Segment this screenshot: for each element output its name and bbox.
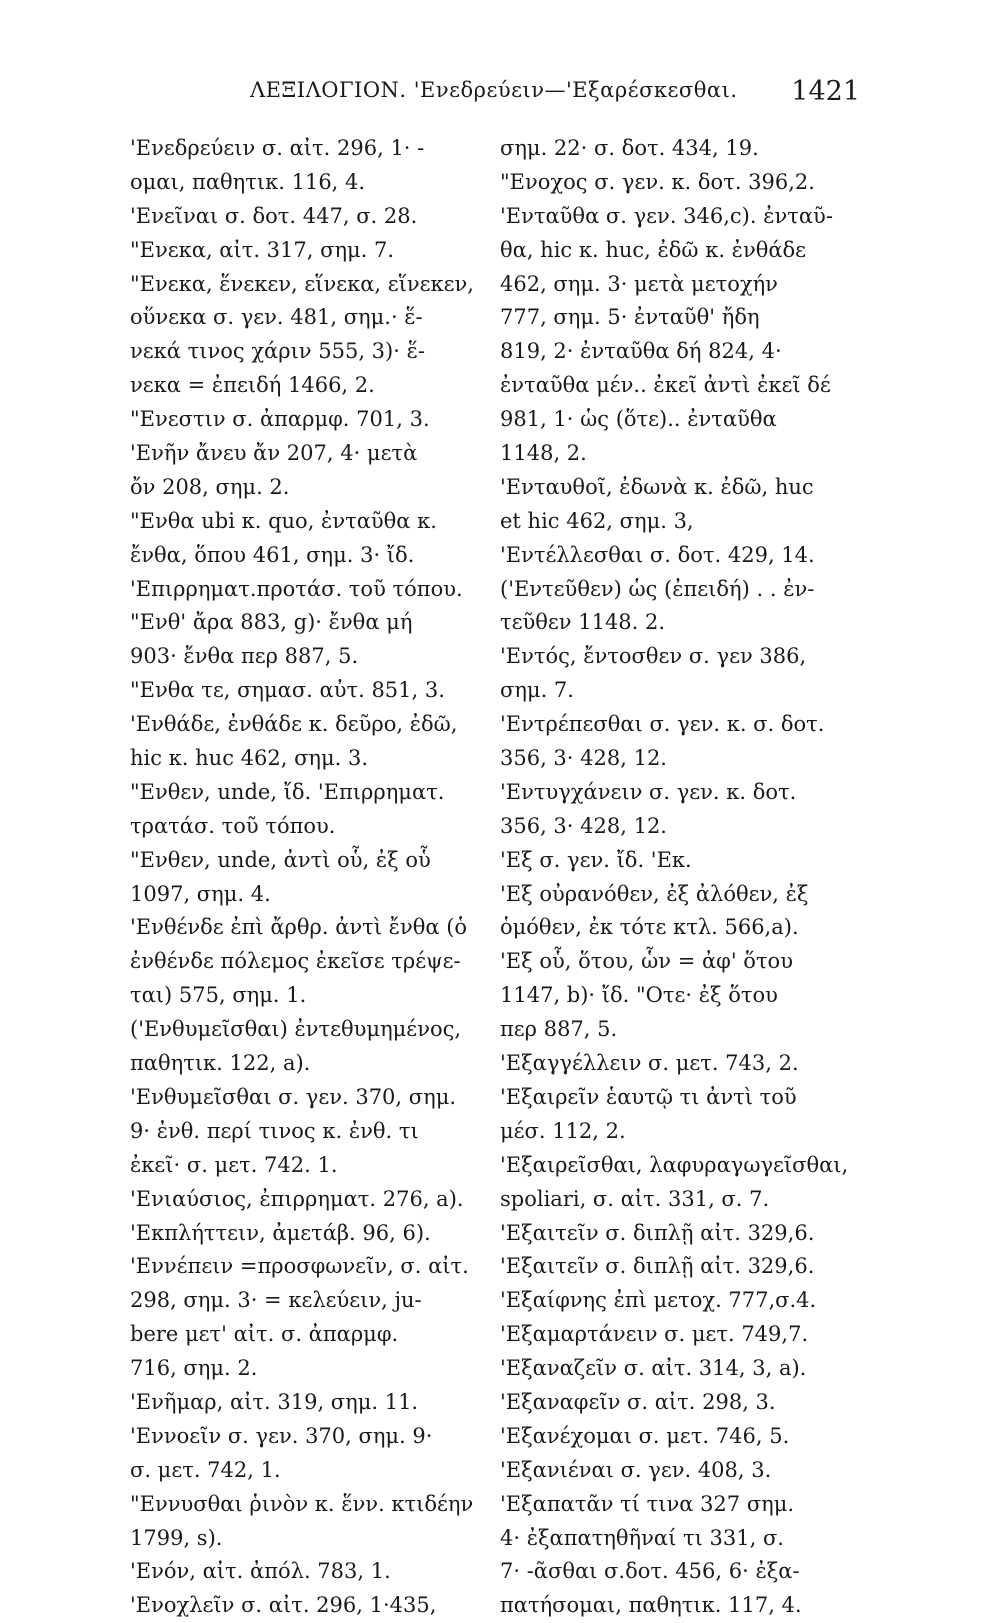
index-line: παθητικ. 122, a). <box>130 1051 311 1076</box>
index-line: 'Εντρέπεσθαι σ. γεν. κ. σ. δοτ. <box>500 712 825 737</box>
index-line: 819, 2· ἐνταῦθα δή 824, 4· <box>500 339 782 364</box>
index-line: ὄν 208, σημ. 2. <box>130 474 290 499</box>
index-line: 716, σημ. 2. <box>130 1356 258 1381</box>
index-line: et hic 462, σημ. 3, <box>500 508 694 533</box>
index-line: οὕνεκα σ. γεν. 481, σημ.· ἕ- <box>130 305 423 330</box>
index-line: 'Ενῆν ἄνευ ἄν 207, 4· μετὰ <box>130 441 418 466</box>
index-line: 356, 3· 428, 12. <box>500 813 667 838</box>
left-column <box>130 132 498 1623</box>
index-line: 903· ἔνθα περ 887, 5. <box>130 644 359 669</box>
index-line: "Ενθα ubi κ. quo, ἐνταῦθα κ. <box>130 508 437 533</box>
index-line: 'Εξαμαρτάνειν σ. μετ. 749,7. <box>500 1322 809 1347</box>
index-line: 'Ενεῖναι σ. δοτ. 447, σ. 28. <box>130 203 418 228</box>
index-line: ὁμόθεν, ἐκ τότε κτλ. 566,a). <box>500 915 799 940</box>
index-line: νεκά τινος χάριν 555, 3)· ἕ- <box>130 339 425 364</box>
index-line: ται) 575, σημ. 1. <box>130 983 307 1008</box>
index-line: 'Εξ οὐρανόθεν, ἐξ ἀλόθεν, ἐξ <box>500 881 809 906</box>
index-line: 'Εντυγχάνειν σ. γεν. κ. δοτ. <box>500 779 797 804</box>
index-line: 'Εξαναφεῖν σ. αἰτ. 298, 3. <box>500 1389 776 1414</box>
index-line: 'Εξαγγέλλειν σ. μετ. 743, 2. <box>500 1051 799 1076</box>
index-line: ('Ενθυμεῖσθαι) ἐντεθυμημένος, <box>130 1017 462 1042</box>
index-line: 4· ἐξαπατηθῆναί τι 331, σ. <box>500 1525 784 1550</box>
index-line: 'Εξαιτεῖν σ. διπλῇ αἰτ. 329,6. <box>500 1220 815 1245</box>
index-line: bere μετ' αἰτ. σ. ἀπαρμφ. <box>130 1322 399 1347</box>
index-line: 'Εξαιρεῖσθαι, λαφυραγωγεῖσθαι, <box>500 1152 849 1177</box>
index-line: 'Εκπλήττειν, ἀμετάβ. 96, 6). <box>130 1220 431 1245</box>
index-line: 356, 3· 428, 12. <box>500 746 667 771</box>
index-line: τρατάσ. τοῦ τόπου. <box>130 813 336 838</box>
index-line: ('Εντεῦθεν) ὡς (ἐπειδή) . . ἐν- <box>500 576 815 601</box>
index-line: 'Εξανιέναι σ. γεν. 408, 3. <box>500 1457 772 1482</box>
index-line: "Ενθα τε, σημασ. αὐτ. 851, 3. <box>130 678 445 703</box>
index-line: 'Εξ σ. γεν. ἴδ. 'Εκ. <box>500 847 692 872</box>
index-line: 'Ενθυμεῖσθαι σ. γεν. 370, σημ. <box>130 1084 457 1109</box>
index-line: 'Ενθένδε ἐπὶ ἄρθρ. ἀντὶ ἔνθα (ὁ <box>130 915 468 940</box>
index-line: "Ενθ' ἄρα 883, g)· ἔνθα μή <box>130 610 413 635</box>
index-line: 462, σημ. 3· μετὰ μετοχήν <box>500 271 778 296</box>
page-number: 1421 <box>791 76 860 107</box>
index-line: "Ενεστιν σ. ἀπαρμφ. 701, 3. <box>130 407 430 432</box>
index-line: "Ενεκα, ἕνεκεν, εἵνεκα, εἵνεκεν, <box>130 271 474 296</box>
index-line: 981, 1· ὡς (ὅτε).. ἐνταῦθα <box>500 407 777 432</box>
index-line: 'Εξαιρεῖν ἑαυτῷ τι ἀντὶ τοῦ <box>500 1084 797 1109</box>
index-line: περ 887, 5. <box>500 1017 618 1042</box>
index-line: 'Ενόν, αἰτ. ἀπόλ. 783, 1. <box>130 1559 391 1584</box>
index-line: "Ενθεν, unde, ἴδ. 'Επιρρηματ. <box>130 779 445 804</box>
index-line: 'Εξαιτεῖν σ. διπλῇ αἰτ. 329,6. <box>500 1254 815 1279</box>
index-line: θα, hic κ. huc, ἐδῶ κ. ἐνθάδε <box>500 237 807 262</box>
index-line: 'Εννέπειν =προσφωνεῖν, σ. αἰτ. <box>130 1254 469 1279</box>
index-line: 1148, 2. <box>500 441 587 466</box>
index-line: 'Εννοεῖν σ. γεν. 370, σημ. 9· <box>130 1423 433 1448</box>
index-line: ομαι, παθητικ. 116, 4. <box>130 169 366 194</box>
index-line: 777, σημ. 5· ἐνταῦθ' ἤδη <box>500 305 760 330</box>
index-line: 'Εξαπατᾶν τί τινα 327 σημ. <box>500 1491 795 1516</box>
index-line: σημ. 7. <box>500 678 574 703</box>
index-line: "Ενοχος σ. γεν. κ. δοτ. 396,2. <box>500 169 815 194</box>
index-line: 1147, b)· ἴδ. "Οτε· ἐξ ὅτου <box>500 983 778 1008</box>
index-line: 1799, s). <box>130 1525 223 1550</box>
index-line: ἐνθένδε πόλεμος ἐκεῖσε τρέψε- <box>130 949 461 974</box>
index-line: 'Ενταῦθα σ. γεν. 346,c). ἐνταῦ- <box>500 203 833 228</box>
index-line: νεκα = ἐπειδή 1466, 2. <box>130 373 375 398</box>
index-line: 'Εξ οὗ, ὅτου, ὧν = ἀφ' ὅτου <box>500 949 793 974</box>
index-line: 'Εξαίφνης ἐπὶ μετοχ. 777,σ.4. <box>500 1288 817 1313</box>
right-column <box>500 132 850 1623</box>
index-line: 'Επιρρηματ.προτάσ. τοῦ τόπου. <box>130 576 463 601</box>
running-header <box>250 76 860 118</box>
index-line: 'Εντέλλεσθαι σ. δοτ. 429, 14. <box>500 542 815 567</box>
index-line: σημ. 22· σ. δοτ. 434, 19. <box>500 136 759 160</box>
index-line: 'Εντός, ἔντοσθεν σ. γεν 386, <box>500 644 807 669</box>
index-line: spoliari, σ. αἰτ. 331, σ. 7. <box>500 1186 770 1211</box>
index-line: πατήσομαι, παθητικ. 117, 4. <box>500 1593 802 1618</box>
index-line: 298, σημ. 3· = κελεύειν, ju- <box>130 1288 422 1313</box>
index-line: 'Ενεδρεύειν σ. αἰτ. 296, 1· - <box>130 136 425 160</box>
index-line: 9· ἐνθ. περί τινος κ. ἐνθ. τι <box>130 1118 419 1143</box>
index-line: 'Ενταυθοῖ, ἐδωνὰ κ. ἐδῶ, huc <box>500 474 814 499</box>
index-line: 1097, σημ. 4. <box>130 881 271 906</box>
running-title: ΛΕΞΙΛΟΓΙΟΝ. 'Ενεδρεύειν—'Εξαρέσκεσθαι. <box>250 78 738 102</box>
index-line: ἔνθα, ὅπου 461, σημ. 3· ἴδ. <box>130 542 415 567</box>
index-line: τεῦθεν 1148. 2. <box>500 610 666 635</box>
index-line: "Εννυσθαι ῥινὸν κ. ἕνν. κτιδέην <box>130 1491 474 1516</box>
index-line: 'Εξανέχομαι σ. μετ. 746, 5. <box>500 1423 790 1448</box>
index-line: ἐνταῦθα μέν.. ἐκεῖ ἀντὶ ἐκεῖ δέ <box>500 373 831 398</box>
index-line: 'Ενοχλεῖν σ. αἰτ. 296, 1·435, <box>130 1593 437 1618</box>
index-line: 'Ενῆμαρ, αἰτ. 319, σημ. 11. <box>130 1389 419 1414</box>
index-line: 'Ενιαύσιος, ἐπιρρηματ. 276, a). <box>130 1186 464 1211</box>
index-line: "Ενθεν, unde, ἀντὶ οὗ, ἐξ οὗ <box>130 847 431 872</box>
index-line: hic κ. huc 462, σημ. 3. <box>130 746 369 771</box>
index-line: σ. μετ. 742, 1. <box>130 1457 281 1482</box>
index-line: 'Ενθάδε, ἐνθάδε κ. δεῦρο, ἐδῶ, <box>130 712 458 737</box>
index-line: ἐκεῖ· σ. μετ. 742. 1. <box>130 1152 338 1177</box>
index-line: 7· -ᾶσθαι σ.δοτ. 456, 6· ἐξα- <box>500 1559 800 1584</box>
index-line: "Ενεκα, αἰτ. 317, σημ. 7. <box>130 237 395 262</box>
index-line: 'Εξαναζεῖν σ. αἰτ. 314, 3, a). <box>500 1356 807 1381</box>
index-line: μέσ. 112, 2. <box>500 1118 626 1143</box>
